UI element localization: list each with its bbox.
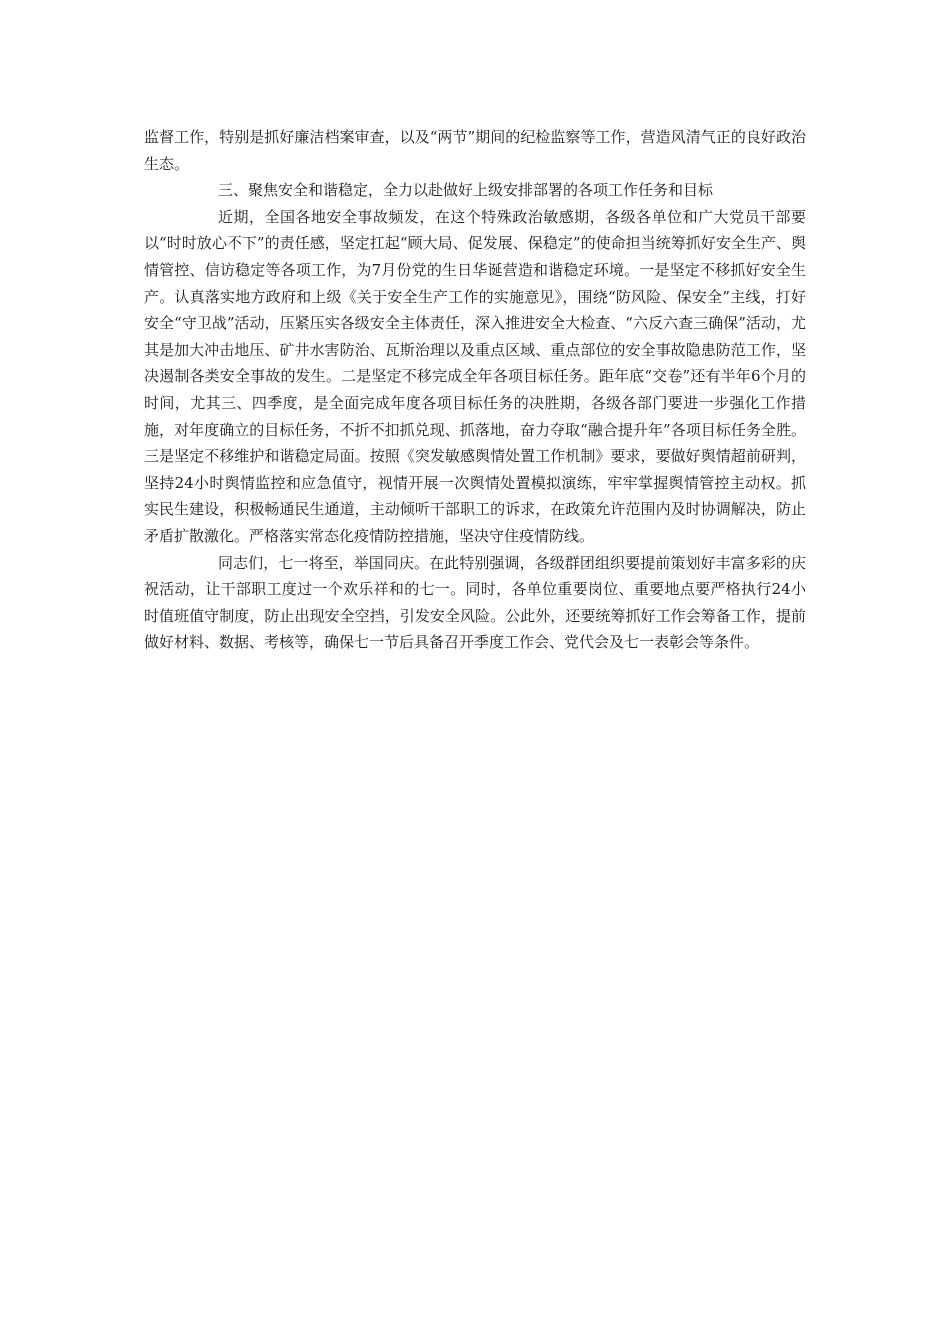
section-heading: 三、聚焦安全和谐稳定，全力以赴做好上级安排部署的各项工作任务和目标 [218,181,714,200]
paragraph-closing: 同志们，七一将至，举国同庆。在此特别强调，各级群团组织要提前策划好丰富多彩的庆祝活动，让干部职工度过一个欢乐祥和的七一。同时，各单位重要岗位、重要地点要严格执行24小时值班值守制度，防止出现安全空挡，引发安全风险。公此外，还要统筹抓好工作会筹备工作，提前做好材料、数据、考核等，确保七一节后具备召开季度工作会、党代会及七一表彰会等条件。 [144,553,806,652]
document-body [144,124,806,656]
paragraph-continuation: 监督工作，特别是抓好廉洁档案审查，以及“两节”期间的纪检监察等工作，营造风清气正的良好政治生态。 [144,128,806,173]
paragraph-safety-stability: 近期，全国各地安全事故频发，在这个特殊政治敏感期，各级各单位和广大党员干部要以“时时放心不下”的责任感，坚定扛起“顾大局、促发展、保稳定”的使命担当统筹抓好安全生产、舆情管控、信访稳定等各项工作，为7月份党的生日华诞营造和谐稳定环境。一是坚定不移抓好安全生产。认真落实地方政府和上级《关于安全生产工作的实施意见》，围绕“防风险、保安全”主线，打好安全“守卫战”活动，压紧压实各级安全主体责任，深入推进安全大检查、“六反六查三确保”活动，尤其是加大冲击地压、矿井水害防治、瓦斯治理以及重点区域、重点部位的安全事故隐患防范工作，坚决遏制各类安全事故的发生。二是坚定不移完成全年各项目标任务。距年底“交卷”还有半年6个月的时间，尤其三、四季度，是全面完成年度各项目标任务的决胜期，各级各部门要进一步强化工作措施，对年度确立的目标任务，不折不扣抓兑现、抓落地，奋力夺取“融合提升年”各项目标任务全胜。三是坚定不移维护和谐稳定局面。按照《突发敏感舆情处置工作机制》要求，要做好舆情超前研判，坚持24小时舆情监控和应急值守，视情开展一次舆情处置模拟演练，牢牢掌握舆情管控主动权。抓实民生建设，积极畅通民生通道，主动倾听干部职工的诉求，在政策允许范围内及时协调解决，防止矛盾扩散激化。严格落实常态化疫情防控措施，坚决守住疫情防线。 [144,207,806,545]
